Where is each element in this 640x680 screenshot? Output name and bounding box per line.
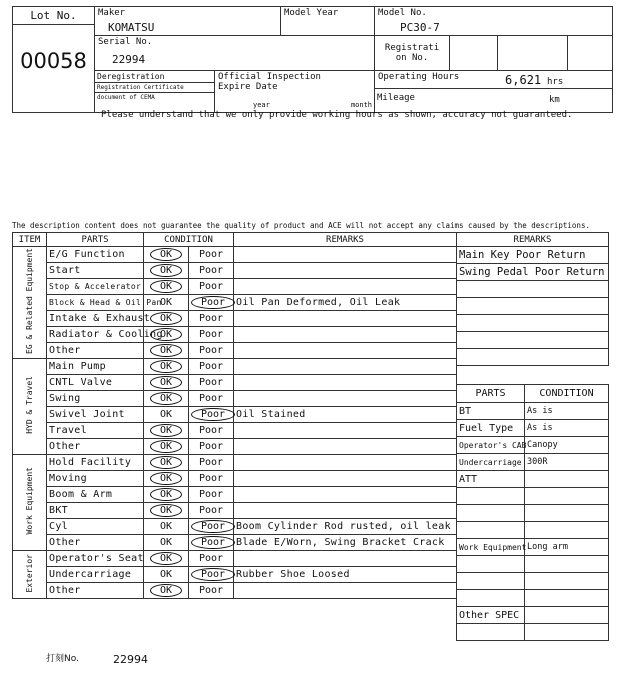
- model-year-cell: [281, 7, 375, 36]
- remark-text: [234, 471, 457, 487]
- table-row: [13, 295, 457, 311]
- remarks-row: [457, 264, 609, 281]
- part-name: BKT: [47, 503, 144, 519]
- spec-row: [457, 420, 609, 437]
- selected-ok-mark: OK: [150, 248, 182, 261]
- selected-poor-mark: Poor: [191, 536, 235, 549]
- table-row: [13, 471, 457, 487]
- remark-text: [234, 359, 457, 375]
- remark-text: [234, 455, 457, 471]
- condition-poor-cell: [189, 551, 234, 567]
- part-name: Main Pump: [47, 359, 144, 375]
- inspection-label-2: Expire Date: [218, 82, 278, 92]
- spec-condition: [525, 505, 609, 522]
- condition-ok-cell: [144, 455, 189, 471]
- condition-ok-cell: [144, 471, 189, 487]
- maker-value: KOMATSU: [108, 21, 155, 34]
- model-no-label: Model No.: [378, 8, 427, 18]
- remarks-row: [457, 332, 609, 349]
- condition-ok-cell: [144, 487, 189, 503]
- remark-text: Rubber Shoe Loosed: [234, 567, 457, 583]
- group-label: Work Equipment: [25, 467, 34, 535]
- disclaimer: The description content does not guarantee the quality of product and ACE will not accept any claims caused by the descriptions.: [12, 221, 590, 230]
- remark-text: [234, 343, 457, 359]
- part-name: Moving: [47, 471, 144, 487]
- dereg-cell: [95, 71, 215, 113]
- part-name: Swing: [47, 391, 144, 407]
- remark-text: [234, 423, 457, 439]
- spec-part: [457, 522, 525, 539]
- spec-part: Other SPEC: [457, 607, 525, 624]
- spec-condition-header: CONDITION: [525, 385, 609, 403]
- table-row: [13, 455, 457, 471]
- condition-poor-cell: [189, 311, 234, 327]
- condition-ok-cell: [144, 567, 189, 583]
- remark-text: Blade E/Worn, Swing Bracket Crack: [234, 535, 457, 551]
- condition-ok-cell: [144, 279, 189, 295]
- spec-condition: As is: [525, 403, 609, 420]
- table-row: [13, 519, 457, 535]
- remarks-row: [457, 247, 609, 264]
- inspection-label: Official Inspection: [218, 72, 321, 82]
- selected-ok-mark: OK: [150, 264, 182, 277]
- part-name: Block & Head & Oil Pan: [47, 295, 144, 311]
- poor-mark: Poor: [198, 329, 224, 340]
- condition-poor-cell: [189, 423, 234, 439]
- ok-mark: OK: [159, 521, 173, 532]
- poor-mark: Poor: [198, 553, 224, 564]
- table-row: [13, 343, 457, 359]
- mileage-label: Mileage: [377, 93, 415, 103]
- condition-poor-cell: [189, 583, 234, 599]
- hours-notice: Please understand that we only provide working hours as shown, accuracy not guaranteed.: [101, 110, 573, 120]
- poor-mark: Poor: [198, 441, 224, 452]
- condition-ok-cell: [144, 503, 189, 519]
- table-row: [13, 487, 457, 503]
- remarks-line: Swing Pedal Poor Return: [457, 264, 609, 281]
- selected-poor-mark: Poor: [191, 568, 235, 581]
- remark-text: Boom Cylinder Rod rusted, oil leak: [234, 519, 457, 535]
- condition-poor-cell: [189, 439, 234, 455]
- condition-poor-cell: [189, 247, 234, 263]
- condition-poor-cell: [189, 519, 234, 535]
- selected-ok-mark: OK: [150, 312, 182, 325]
- hours-cell: [375, 71, 613, 113]
- remark-text: [234, 487, 457, 503]
- poor-mark: Poor: [198, 345, 224, 356]
- poor-mark: Poor: [198, 489, 224, 500]
- reg-cert-label: Registration Certificate: [95, 83, 214, 93]
- spec-row: [457, 573, 609, 590]
- ok-mark: OK: [159, 409, 173, 420]
- selected-poor-mark: Poor: [191, 296, 235, 309]
- hrs-unit: hrs: [547, 77, 564, 87]
- spec-parts-header: PARTS: [457, 385, 525, 403]
- lot-number: 00058: [20, 49, 87, 73]
- condition-ok-cell: [144, 375, 189, 391]
- registration-box-2: [498, 36, 568, 71]
- lot-label: Lot No.: [13, 7, 94, 25]
- inspection-cell: [215, 71, 375, 113]
- serial-cell: [95, 36, 375, 71]
- condition-poor-cell: [189, 391, 234, 407]
- op-hours-value: 6,621: [505, 73, 542, 87]
- maker-label: Maker: [98, 8, 126, 18]
- spec-row: [457, 403, 609, 420]
- table-row: [13, 359, 457, 375]
- serial-value: 22994: [112, 53, 146, 66]
- condition-ok-cell: [144, 423, 189, 439]
- poor-mark: Poor: [198, 281, 224, 292]
- spec-part: [457, 590, 525, 607]
- spec-row: [457, 437, 609, 454]
- condition-ok-cell: [144, 311, 189, 327]
- remark-text: [234, 551, 457, 567]
- poor-mark: Poor: [198, 585, 224, 596]
- registration-cell: [375, 36, 450, 71]
- part-name: Other: [47, 535, 144, 551]
- condition-poor-cell: [189, 295, 234, 311]
- poor-mark: Poor: [198, 457, 224, 468]
- spec-condition: [525, 522, 609, 539]
- poor-mark: Poor: [198, 393, 224, 404]
- selected-ok-mark: OK: [150, 328, 182, 341]
- part-name: Hold Facility: [47, 455, 144, 471]
- group-label: EG & Related Equipment: [25, 248, 34, 354]
- registration-label-2: on No.: [395, 53, 429, 63]
- month-label: month: [350, 101, 373, 109]
- registration-box-3: [568, 36, 613, 71]
- selected-ok-mark: OK: [150, 344, 182, 357]
- registration-box-1: [450, 36, 498, 71]
- part-name: Operator's Seat: [47, 551, 144, 567]
- table-row: [13, 423, 457, 439]
- col-remarks-header: REMARKS: [234, 233, 457, 247]
- table-row: [13, 583, 457, 599]
- spec-row: [457, 505, 609, 522]
- remarks-row: [457, 298, 609, 315]
- group-label-cell: [13, 551, 47, 599]
- col-parts-header: PARTS: [47, 233, 144, 247]
- selected-ok-mark: OK: [150, 552, 182, 565]
- part-name: Stop & Accelerator: [47, 279, 144, 295]
- condition-poor-cell: [189, 343, 234, 359]
- part-name: Radiator & Cooling: [47, 327, 144, 343]
- selected-ok-mark: OK: [150, 456, 182, 469]
- spec-condition: [525, 488, 609, 505]
- condition-ok-cell: [144, 263, 189, 279]
- spec-condition: [525, 573, 609, 590]
- remark-text: Oil Stained: [234, 407, 457, 423]
- spec-row: [457, 607, 609, 624]
- remark-text: [234, 311, 457, 327]
- spec-part: [457, 556, 525, 573]
- remark-text: [234, 247, 457, 263]
- condition-poor-cell: [189, 375, 234, 391]
- selected-ok-mark: OK: [150, 584, 182, 597]
- part-name: Intake & Exhaust: [47, 311, 144, 327]
- remark-text: [234, 439, 457, 455]
- selected-ok-mark: OK: [150, 360, 182, 373]
- spec-condition: [525, 607, 609, 624]
- stamp-label: 打刻No.: [46, 654, 79, 664]
- model-no-value: PC30-7: [400, 21, 440, 34]
- selected-poor-mark: Poor: [191, 408, 235, 421]
- remark-text: [234, 263, 457, 279]
- part-name: Swivel Joint: [47, 407, 144, 423]
- remark-text: [234, 583, 457, 599]
- poor-mark: Poor: [198, 265, 224, 276]
- poor-mark: Poor: [198, 473, 224, 484]
- op-hours-label: Operating Hours: [378, 72, 460, 82]
- condition-poor-cell: [189, 503, 234, 519]
- spec-row: [457, 488, 609, 505]
- remarks-line: [457, 281, 609, 298]
- table-row: [13, 263, 457, 279]
- spec-part: Undercarriage: [457, 454, 525, 471]
- table-row: [13, 375, 457, 391]
- ok-mark: OK: [159, 537, 173, 548]
- table-row: [13, 535, 457, 551]
- remarks-line: [457, 315, 609, 332]
- poor-mark: Poor: [198, 377, 224, 388]
- table-row: [13, 567, 457, 583]
- remarks-line: [457, 298, 609, 315]
- spec-part: [457, 488, 525, 505]
- spec-condition: [525, 624, 609, 641]
- remarks-line: [457, 349, 609, 366]
- selected-ok-mark: OK: [150, 280, 182, 293]
- spec-row: [457, 590, 609, 607]
- condition-ok-cell: [144, 327, 189, 343]
- table-row: [13, 327, 457, 343]
- poor-mark: Poor: [198, 505, 224, 516]
- table-row: [13, 247, 457, 263]
- spec-condition: 300R: [525, 454, 609, 471]
- remarks-panel-title: REMARKS: [457, 233, 609, 247]
- part-name: Other: [47, 343, 144, 359]
- condition-poor-cell: [189, 359, 234, 375]
- registration-label: Registrati: [384, 43, 440, 53]
- spec-part: BT: [457, 403, 525, 420]
- selected-ok-mark: OK: [150, 504, 182, 517]
- spec-part: [457, 573, 525, 590]
- part-name: CNTL Valve: [47, 375, 144, 391]
- spec-row: [457, 471, 609, 488]
- condition-poor-cell: [189, 327, 234, 343]
- part-name: Cyl: [47, 519, 144, 535]
- spec-condition: [525, 590, 609, 607]
- group-label-cell: [13, 455, 47, 551]
- remark-text: [234, 503, 457, 519]
- table-row: [13, 391, 457, 407]
- part-name: Start: [47, 263, 144, 279]
- selected-ok-mark: OK: [150, 440, 182, 453]
- maker-cell: [95, 7, 281, 36]
- serial-label: Serial No.: [98, 37, 153, 47]
- spec-row: [457, 556, 609, 573]
- spec-condition: Canopy: [525, 437, 609, 454]
- poor-mark: Poor: [198, 313, 224, 324]
- table-row: [13, 407, 457, 423]
- spec-row: [457, 624, 609, 641]
- remark-text: [234, 327, 457, 343]
- spec-part: ATT: [457, 471, 525, 488]
- condition-poor-cell: [189, 535, 234, 551]
- year-label: year: [253, 101, 270, 109]
- remark-text: [234, 279, 457, 295]
- selected-ok-mark: OK: [150, 472, 182, 485]
- spec-row: [457, 522, 609, 539]
- condition-ok-cell: [144, 535, 189, 551]
- part-name: Travel: [47, 423, 144, 439]
- group-label: HYD & Travel: [25, 376, 34, 434]
- spec-part: Operator's CAB: [457, 437, 525, 454]
- condition-ok-cell: [144, 439, 189, 455]
- lot-cell: [13, 7, 95, 113]
- spec-part: Work Equipment: [457, 539, 525, 556]
- spec-part: [457, 505, 525, 522]
- table-row: [13, 279, 457, 295]
- remarks-line: Main Key Poor Return: [457, 247, 609, 264]
- spec-condition: As is: [525, 420, 609, 437]
- remarks-panel: [456, 232, 609, 366]
- spec-part: Fuel Type: [457, 420, 525, 437]
- remarks-row: [457, 315, 609, 332]
- condition-ok-cell: [144, 551, 189, 567]
- condition-ok-cell: [144, 519, 189, 535]
- condition-poor-cell: [189, 279, 234, 295]
- remark-text: Oil Pan Deformed, Oil Leak: [234, 295, 457, 311]
- model-no-cell: [375, 7, 613, 36]
- remarks-line: [457, 332, 609, 349]
- group-label-cell: [13, 247, 47, 359]
- ok-mark: OK: [159, 297, 173, 308]
- spec-condition: Long arm: [525, 539, 609, 556]
- spec-row: [457, 454, 609, 471]
- condition-ok-cell: [144, 391, 189, 407]
- col-condition-header: CONDITION: [144, 233, 234, 247]
- remarks-row: [457, 349, 609, 366]
- condition-ok-cell: [144, 343, 189, 359]
- poor-mark: Poor: [198, 425, 224, 436]
- part-name: E/G Function: [47, 247, 144, 263]
- ok-mark: OK: [159, 569, 173, 580]
- condition-table: [12, 232, 457, 599]
- condition-poor-cell: [189, 487, 234, 503]
- table-row: [13, 551, 457, 567]
- cema-label: document of CEMA: [97, 94, 155, 101]
- spec-panel: [456, 384, 609, 641]
- group-label-cell: [13, 359, 47, 455]
- spec-condition: [525, 471, 609, 488]
- condition-ok-cell: [144, 407, 189, 423]
- part-name: Undercarriage: [47, 567, 144, 583]
- condition-poor-cell: [189, 567, 234, 583]
- stamp-number: 22994: [113, 653, 148, 666]
- selected-ok-mark: OK: [150, 376, 182, 389]
- selected-ok-mark: OK: [150, 488, 182, 501]
- table-row: [13, 439, 457, 455]
- remark-text: [234, 391, 457, 407]
- table-row: [13, 311, 457, 327]
- selected-poor-mark: Poor: [191, 520, 235, 533]
- selected-ok-mark: OK: [150, 392, 182, 405]
- poor-mark: Poor: [198, 361, 224, 372]
- condition-poor-cell: [189, 263, 234, 279]
- condition-ok-cell: [144, 583, 189, 599]
- spec-condition: [525, 556, 609, 573]
- spec-part: [457, 624, 525, 641]
- dereg-label: Deregistration: [95, 71, 214, 83]
- condition-poor-cell: [189, 407, 234, 423]
- group-label: Exterior: [25, 553, 34, 593]
- part-name: Boom & Arm: [47, 487, 144, 503]
- table-row: [13, 503, 457, 519]
- col-item-header: ITEM: [13, 233, 47, 247]
- selected-ok-mark: OK: [150, 424, 182, 437]
- model-year-label: Model Year: [284, 8, 339, 18]
- vehicle-header-table: [12, 6, 613, 113]
- condition-poor-cell: [189, 471, 234, 487]
- km-unit: km: [549, 95, 560, 105]
- remark-text: [234, 375, 457, 391]
- condition-ok-cell: [144, 247, 189, 263]
- poor-mark: Poor: [198, 249, 224, 260]
- condition-poor-cell: [189, 455, 234, 471]
- remarks-row: [457, 281, 609, 298]
- part-name: Other: [47, 583, 144, 599]
- part-name: Other: [47, 439, 144, 455]
- spec-row: [457, 539, 609, 556]
- condition-ok-cell: [144, 359, 189, 375]
